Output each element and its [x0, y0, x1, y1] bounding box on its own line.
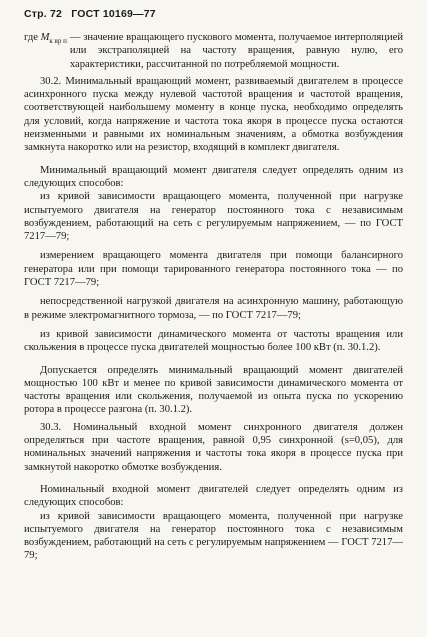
nom-method-1: из кривой зависимости вращающего момента, полученной при нагрузке испытуемого двигателя на генератор постоянного тока с независимым возбуждением, работающий на сеть с регулируемым напряжением — ГОСТ 7217—79; [24, 510, 403, 562]
standard-code: ГОСТ 10169—77 [71, 8, 156, 20]
min-method-4: из кривой зависимости динамического момента от частоты вращения или скольжения в процессе пуска двигателей мощностью более 100 кВт (п. 30.1.2). [24, 328, 403, 354]
symbol-m: M [40, 32, 50, 43]
min-torque-intro: Минимальный вращающий момент двигателя следует определять одним из следующих способов: [24, 164, 403, 189]
page-header [24, 8, 403, 20]
min-method-1: из кривой зависимости вращающего момента, полученной при нагрузке испытуемого двигателя на генератор постоянного тока с независимым возбуждением, работающий на сеть с регулируемым напряжением, — по ГОСТ 7217—79; [24, 191, 403, 243]
document-body [24, 31, 403, 563]
section-30-3: 30.3. Номинальный входной момент синхронного двигателя должен определяться при частоте вращения, равной 0,95 синхронной (s=0,05), для номинальных значений напряжения и частоты тока якоря в процессе пуска при замкнутой накоротко обмотке возбуждения. [24, 421, 403, 473]
min-method-2: измерением вращающего момента двигателя при помощи балансирного генератора или при помощи тарированного генератора постоянного тока — по ГОСТ 7217—79; [24, 250, 403, 289]
page-number: Стр. 72 [24, 8, 63, 20]
definition-starting-torque [24, 31, 403, 71]
definition-text: — значение вращающего пускового момента, получаемое интерполяцией или экстраполяцией на частоту вращения, равную нулю, его характеристики, рассчитанной по потребляемой мощности. [69, 32, 403, 70]
definition-term: где $M_{к вр п}$ [24, 32, 67, 46]
symbol-subscript: к вр п [49, 37, 67, 46]
nominal-torque-intro: Номинальный входной момент двигателей следует определять одним из следующих способов: [24, 483, 403, 509]
allowed-note: Допускается определять минимальный вращающий момент двигателей мощностью 100 кВт и менее по кривой зависимости динамического момента от частоты вращения или скольжения, получаемой из опыта пуска по ускорению ротора в процессе разгона (п. 30.1.2). [24, 364, 403, 416]
min-method-3: непосредственной нагрузкой двигателя на асинхронную машину, работающую в режиме электромагнитного тормоза, — по ГОСТ 7217—79; [24, 296, 403, 321]
section-30-2: 30.2. Минимальный вращающий момент, развиваемый двигателем в процессе асинхронного пуска между нулевой частотой вращения и частотой вращения, соответствующей наибольшему моменту в конце пуска, необходимо определять для условий, когда напряжение и частота тока якоря в процессе пуска остаются неизменными и равными их номинальным значениям, а обмотка возбуждения замкнута накоротко или на резистор, входящий в комплект двигателя. [24, 75, 403, 154]
